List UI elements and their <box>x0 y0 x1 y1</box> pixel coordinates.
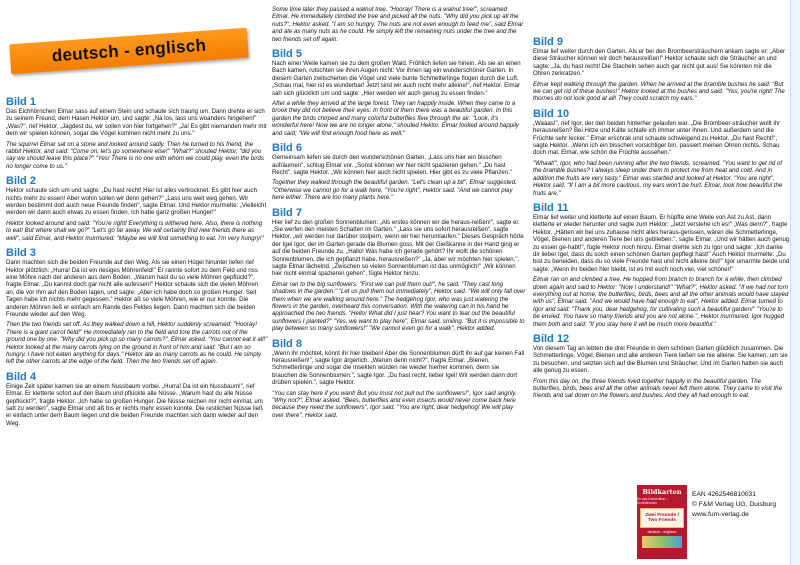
german-text: Elmar lief weiter und kletterte auf einen Baum. Er hüpfte eine Weile von Ast zu Ast, dann kletterte er wieder herunter und sagte zum Hektor: „Jetzt verstehe ich es!" „Was denn?", fragte Hektor. „Hätten wir bei uns zuhause nicht alles heraus-gerissen, wären die Schmetterlinge, Vögel, Bienen und anderen Tiere bei uns geblieben.", sagte Elmar. „Und wir hätten auch genug zu essen ge-habt!", fügte Hektor noch hinzu. Elmar drehte sich zu Igor und sagte: „Ich danke dir lieber Igel, dass du solch einen schönen Garten gepflegt hast!" Auch Hektor murmelte: „Du bist zu beneiden, dass du so viele Freunde hast und nicht alleine bist!" Igor umarmte beide und sagte: „Wenn ihr beiden hier bleibt, ist es mit euch noch viel, viel schöner!" <box>533 213 790 273</box>
english-text: Elmar ran to the big sunflowers: "First we can pull them out!", he said. "They cast long shadows in the garden." "Let us pull them out immediately", Hektor said. "We will only fall over them when we are walking around here." The hedgehog Igor, who was just watering the flowers in the garden, overheard this conversation. With the watering can in his hand he approached the two friends. "Hello! What did I just hear? You want to tear out the beautiful sunflowers I planted?" "Yes, we want to play here", Elmar said, smiling. "But it is impossible to play between so many sunflowers!" "We cannot even go for a walk", Hektor added. <box>272 280 526 333</box>
publisher-url: www.fum-verlag.de <box>692 511 749 518</box>
english-text: Elmar ran on and climbed a tree. He hopped from branch to branch for a while, then climbed down again and said to Hektor: "Now I understand!" "What?", Hektor asked. "If we had not torn everything out at home, the butterflies, birds, bees and all the other animals would have stayed with us", Elmar said. "And we would have had enough to eat", Hektor added. Elmar turned to Igor and said: "Thank you, dear hedgehog, for cultivating such a beautiful garden!" "You're to be envied. You have so many friends and you are not alone.", Hektor murmured. Igor hugged them both and said: "If you stay here it will be much more beautiful." <box>533 276 789 328</box>
section-title: Bild 12 <box>533 333 570 345</box>
section-title: Bild 5 <box>272 48 302 61</box>
section-bild-2 <box>6 175 268 242</box>
section-title: Bild 8 <box>272 337 302 350</box>
column-1 <box>6 96 268 432</box>
german-text: „Waaas!", rief Igor, der den beiden hinterher gelaufen war. „Die Brombeer-sträucher wollt ihr herausreißen? Bei Hitze und Kälte schlafe ich immer unter ihnen. Und außerdem sind die Früchte sehr lecker." Elmar erschrak und schaute schweigend zu Hektor. „Du hast Recht!", sagte Hektor. „Wenn ich ein bisschen vorsichtiger bin, passiert meinen Ohren nichts. Schau doch mal, Elmar, wie schön die Früchte aussehen." <box>533 119 781 157</box>
card-languages: deutsch - englisch <box>647 530 677 534</box>
section-title: Bild 6 <box>272 142 302 155</box>
german-text: Hier lief zu den großen Sonnenblumen: „Als erstes können wir die heraus-reißen!", sagte er. „Sie werfen den meisten Schatten im Garten." „Lass sie uns sofort herausreißen", sagte Hektor, „wir werden nur darüber stolpern, wenn wir hier herumlaufen." Dieses Gespräch hörte der Igel Igor, der im Garten gerade die Blumen goss. Mit der Gießkanne in der Hand ging er auf die beiden Freunde zu. „Hallo! Was habe ich gerade gehört? Ihr wollt die schönen Sonnenblumen, die ich gepflanzt habe, herausreißen?" „Ja, aber wir möchten hier spielen.", sagte Elmar lächelnd. „Zwischen so vielen Sonnenblumen ist das unmöglich!" „Wir können hier nicht einmal spazieren gehen", fügte Hektor hinzu. <box>272 218 524 278</box>
section-bild-1 <box>6 96 268 170</box>
section-bild-11 <box>533 202 790 328</box>
page-title: deutsch - englisch <box>51 35 207 66</box>
german-text: „Wenn ihr möchtet, könnt ihr hier bleiben! Aber die Sonnenblumen dürft ihr auf gar keinen Fall herausreißen!", sagte Igor ärgerlich. „Warum denn nicht?", fragte Elmar. „Bienen, Schmetterlinge und sogar die Insekten würden nie wieder hierher kommen, denn sie brauchen die Sonnenblumen.", sagte Igor. „Du hast recht, lieber Igel! Wir werden dann dort drüben spielen.", sagte Hektor. <box>272 349 525 387</box>
section-title: Bild 3 <box>6 247 36 260</box>
section-bild-9 <box>533 36 790 103</box>
card-subtitle: für das Kamishibai – Erzähltheater <box>637 497 668 505</box>
ean-code: EAN 4262546810031 <box>692 491 756 498</box>
section-bild-3 <box>6 247 268 366</box>
card-title: Bildkarten <box>642 488 682 496</box>
english-text: Some time later they passed a walnut tree. "Hooray! There is a walnut tree!", screamed Elmar. He immediately climbed the tree and picked all the nuts. "Why did you pick up all the nuts?", Hektor asked. "I am so hungry. The nuts are not even enough to feed me", said Elmar and ate as many nuts as he could. He simply left the remaining nuts under the tree and the two friends set off again. <box>272 6 524 43</box>
section-bild-6 <box>272 142 526 201</box>
german-text: Nach einer Weile kamen sie zu dem großen Wald. Fröhlich liefen sie hinein. Als sie an einen Bach kamen, rutschten sie ihren Augen nicht: Vor ihnen lag ein wunderschöner Garten. In diesem Garten zwitscherten die Vögel und viele bunte Schmetterlinge flogen durch die Luft. „Schau mal, hier ist es wunderbar! Jetzt sind wir auch nicht mehr alleine!", rief Hektor. Elmar sah sich glücklich um und sagte: „Hier werden wir auch genug zu essen finden." <box>272 60 521 97</box>
english-text: The squirrel Elmar sat on a stone and looked around sadly. Then he turned to his friend, the rabbit Hektor, and said: "Come on, let's go somewhere else!" "What?" shouted Hektor, "did you say we should leave this place?" "Yes! There is no one with whom we could play, even the birds no longer come to us." <box>6 140 264 170</box>
german-text: Gemeinsam liefen sie durch den wunderschönen Garten. „Lass uns hier ein bisschen aufräumen", schlug Elmar vor. „Sonst können wir hier nicht spazieren gehen." „Du hast Recht", sagte Hektor. „Wir können hier auch nicht spielen. Hier gibt es zu viele Pflanzen." <box>272 154 513 176</box>
german-text: Das Eichhörnchen Elmar sass auf einem Stein und schaute sich traurig um. Dann drehte er sich zu seinem Freund, dem Hasen Hektor um, und sagte: „Na los, lass uns woanders hingehen!" „Was?", rief Hektor, „Jagdest du, wir sollen von hier fortgehen?" „Ja! Es gibt niemanden mehr mit dem wir spielen können, sogar die Vögel kommen nicht mehr zu uns." <box>6 108 267 138</box>
card-line-2: Two Friends <box>648 518 676 523</box>
section-title: Bild 11 <box>533 201 569 214</box>
english-text: After a while they arrived at the large forest. They ran happily inside. When they came to a brook they did not believe their eyes: In front of them there was a beautiful garden. In this garden the birds chirped and many colorful butterflies flew through the air. "Look, it's wonderful here! Now we are no longer alone," shouted Hektor. Elmar looked around happily and said; "We will find enough food here as well." <box>272 100 519 137</box>
section-bild-4-english <box>272 6 526 43</box>
section-title: Bild 1 <box>6 96 36 108</box>
german-text: Einige Zeit später kamen sie an einem Nussbaum vorbei. „Hurra! Da ist ein Nussbaum!", rief Elmar. Er kletterte sofort auf den Baum und pflückte alle Nüsse. „Warum hast du alle Nüsse gepflückt?", fragte Hektor. „Ich habe so großen Hunger. Die Nüsse reichen mir nicht einmal, um satt zu werden", sagte Elmar und aß bis er nichts mehr essen konnte. Die restlichen Nüsse ließ er einfach unter dem Baum liegen und die beiden Freunde machten sich dann wieder auf den Weg. <box>6 382 263 427</box>
section-title: Bild 10 <box>533 107 570 120</box>
english-text: Together they walked through the beautiful garden. "Let's clean up a bit", Elmar suggested. "Otherwise we cannot go for a walk here. "You're right", Hektor said. "And we cannot play here either. There are too many plants here." <box>272 179 517 202</box>
card-title-box <box>640 508 684 528</box>
section-title: Bild 9 <box>533 36 563 48</box>
card-illustration <box>642 536 682 548</box>
section-bild-12 <box>533 333 790 400</box>
section-title: Bild 2 <box>6 175 36 188</box>
section-bild-10 <box>533 108 790 197</box>
column-3 <box>533 36 790 405</box>
section-title: Bild 7 <box>272 206 302 219</box>
section-bild-5 <box>272 48 526 137</box>
publisher-info <box>692 490 792 520</box>
page-edge-strip <box>790 0 800 565</box>
german-text: Von diesem Tag an lebten die drei Freunde in dem schönen Garten glücklich zusammen. Die Schmetterlinge, Vögel, Bienen und alle anderen Tiere ließen sie nie alleine. Sie kamen, um sie zu besuchen, und setzten sich auf die Blumen und Sträucher. Und im Garten hatten sie auch alle genug zu essen. <box>533 345 788 375</box>
german-text: Dann machten sich die beiden Freunde auf den Weg. Als sie einen Hügel hinunter liefen rief Hektor plötzlich: „Hurra! Da ist ein riesiges Möhrenfeld!" Er rannte sofort zu dem Feld und riss eine Möhre nach der anderen aus dem Boden. „Warum hast du so viele Möhren gepflückt?", fragte Elmar. „Du kannst doch gar nicht alle aufessen!" Hektor schaute sich die vielen Möhren an, die vor ihm auf den Boden lagen, und sagte: „Aber ich habe doch so großen Hunger. Seit Tagen habe ich nichts mehr gegessen." Hektor aß so viele Möhren, wie er nur konnte. Die anderen Möhren ließ er einfach am Rande des Feldes liegen. Dann machten sich die beiden Freunde wieder auf den Weg. <box>6 259 259 318</box>
title-banner <box>9 28 249 75</box>
english-text: "You can stay here if you want! But you must not pull out the sunflowers!", Igor said angrily. "Why not?", Elmar asked. "Bees, butterflies and even insects would never come back here because they need the sunflowers", Igor said. "You are right, dear hedgehog! We will play over there", Hektor said. <box>272 389 517 419</box>
section-bild-4 <box>6 371 268 427</box>
copyright: © F&M Verlag UG, Duisburg <box>692 501 777 508</box>
german-text: Elmar lief weiter durch den Garten. Als er bei den Brombeersträuchern ankam sagte er: „Aber diese Sträucher können wir doch herausreißen!" Hektor schaute sich die Sträucher an und sagte: „Ja, du hast recht! Die Stacheln sehen auch gar nicht gut aus! Sie könnten mir die Ohren zerkratzen." <box>533 48 785 78</box>
german-text: Hektor schaute sich um und sagte: „Du hast recht! Hier ist alles vertrocknet. Es gibt hier auch nichts mehr zu essen! Aber wohin sollen wir denn gehen?" „Lass uns weit weg gehen. Wir werden bestimmt dort auch neue Freunde finden", sagte Elmar. Und Hektor murmelte: „Vielleicht werden wir dann auch etwas zu essen finden. Ich habe ganz großen Hunger!" <box>6 187 267 217</box>
card-line-1: Zwei Freunde / <box>645 512 679 518</box>
section-bild-7 <box>272 207 526 333</box>
english-text: "Whaat!", Igor, who had been running after the two friends, screamed. "You want to get rid of the bramble bushes? I always sleep under them to protect me from heat and cold. And in addition the fruits are very tasty." Elmar was startled and looked at Hektor. "You are right", Hektor said. "If I am a bit more cautious, my ears won't be hurt. Elmar, look how beautiful the fruits are." <box>533 159 783 197</box>
section-bild-8 <box>272 338 526 420</box>
english-text: Hektor looked around and said: "You're right! Everything is withered here. Also, there is nothing to eat! But where shall we go?" "Let's go far away. We will certainly find new friends there as well", said Elmar, and Hektor murmured: "Maybe we will find something to eat. I'm very hungry!" <box>6 219 264 242</box>
english-text: Elmar kept walking through the garden. When he arrived at the bramble bushes he said: "But we can get rid of these bushes!" Hektor looked at the bushes and said: "Yes, you're right! The thornes do not look good at all! They could scratch my ears." <box>533 80 785 103</box>
product-card-image <box>637 485 687 559</box>
english-text: Then the two friends set off. As they walked down a hill, Hektor suddenly screamed: "Hooray! There is a giant carrot field!" He immediately ran to the field and tore the carrots out of the ground one by one. "Why did you pick up so many carrots?", Elmar asked. "You cannot eat it all!" Hektor looked at the many carrots lying on the ground in front of him and said: "But I am so hungry. I have not eaten anything for days." Hektor ate as many carrots as he could. He simply left the other carrots at the edge of the field. Then the two friends set off again. <box>6 321 268 366</box>
column-2 <box>272 6 526 424</box>
section-title: Bild 4 <box>6 370 36 383</box>
english-text: From this day on, the three friends lived together happily in the beautiful garden. The butterflies, birds, bees and all the other animals never left them alone. They came to visit the friends and sat down on the flowers and bushes. And they all had enough to eat. <box>533 377 782 400</box>
